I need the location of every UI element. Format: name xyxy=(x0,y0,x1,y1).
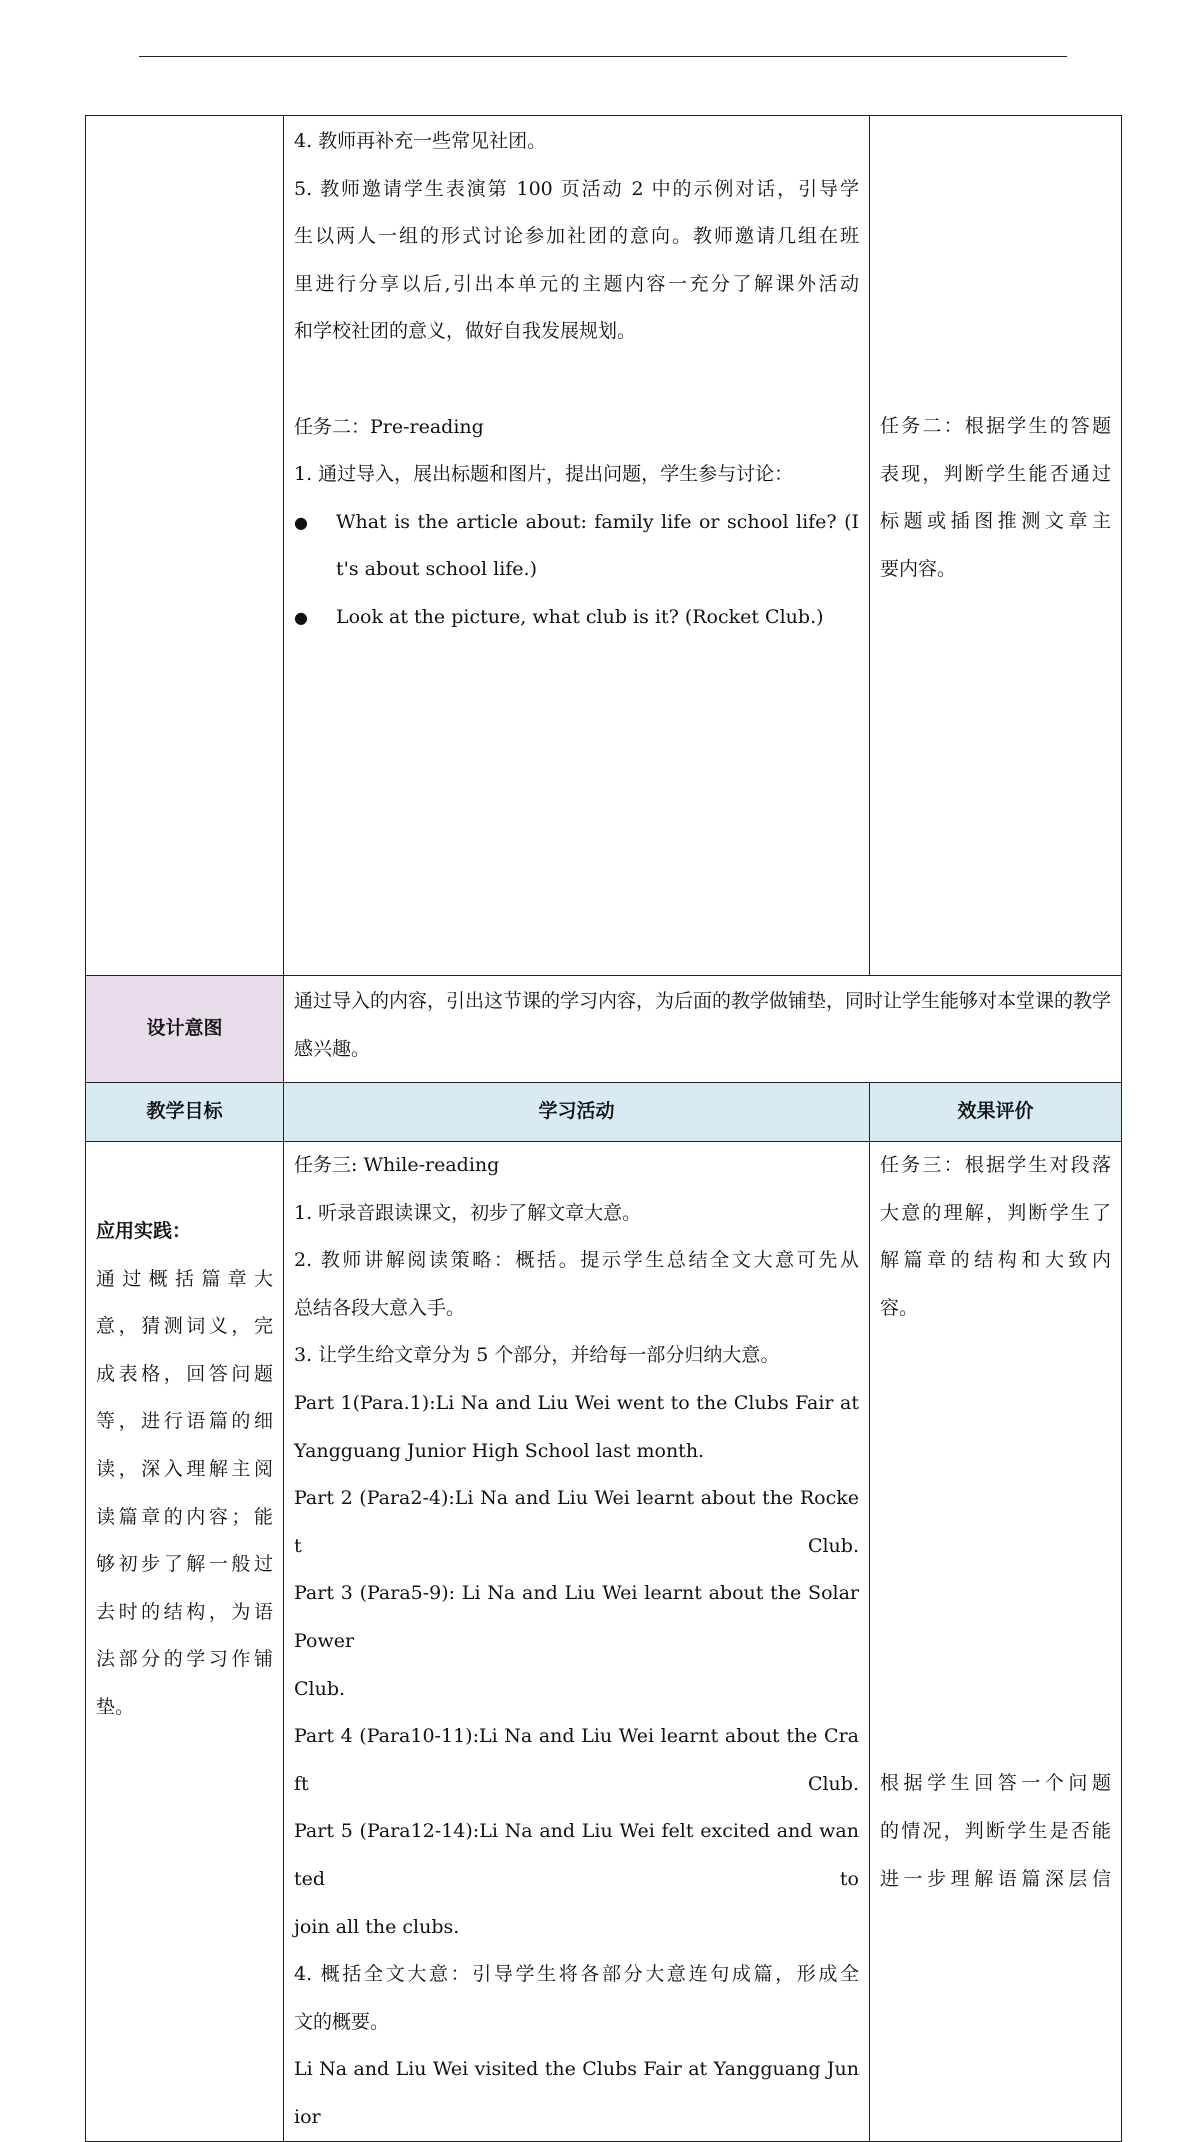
evaluation-line: 表现，判断学生能否通过 xyxy=(880,462,1111,485)
activity-line: 2. 教师讲解阅读策略：概括。提示学生总结全文大意可先从 xyxy=(294,1249,859,1272)
activity-line: Part 1(Para.1):Li Na and Liu Wei went to the Clubs Fair at xyxy=(294,1391,859,1414)
evaluation-line: 解篇章的结构和大致内 xyxy=(880,1249,1111,1272)
goal-line: 等，进行语篇的细 xyxy=(96,1410,273,1433)
activity-line: Li Na and Liu Wei visited the Clubs Fair at Yangguang Junior xyxy=(294,2058,859,2128)
bullet-dot-icon: ● xyxy=(294,512,308,532)
table-header-row xyxy=(86,1083,1122,1142)
header-evaluation: 效果评价 xyxy=(870,1083,1122,1142)
blank-gap xyxy=(880,1332,1111,1760)
bullet-dot-icon: ● xyxy=(294,607,308,627)
activity-line: 3. 让学生给文章分为 5 个部分，并给每一部分归纳大意。 xyxy=(294,1344,780,1367)
goal-cell xyxy=(86,1142,284,2142)
blank-gap xyxy=(294,356,859,404)
goal-line: 去时的结构，为语 xyxy=(96,1600,273,1623)
activity-line: Club. xyxy=(294,1677,346,1700)
design-intent-label: 设计意图 xyxy=(86,976,284,1083)
evaluation-line: 大意的理解，判断学生了 xyxy=(880,1201,1111,1224)
activity-line: 生以两人一组的形式讨论参加社团的意向。教师邀请几组在班 xyxy=(294,225,859,248)
task-title: 任务三: While-reading xyxy=(294,1154,500,1176)
design-intent-content: 通过导入的内容，引出这节课的学习内容，为后面的教学做铺垫，同时让学生能够对本堂课的教学感兴趣。 xyxy=(284,976,1122,1083)
activity-line: Part 3 (Para5-9): Li Na and Liu Wei learnt about the Solar Power xyxy=(294,1582,859,1652)
goal-cell-empty xyxy=(86,116,284,976)
table-row xyxy=(86,976,1122,1083)
activity-line: 总结各段大意入手。 xyxy=(294,1296,466,1319)
goal-line: 意，猜测词义，完 xyxy=(96,1315,273,1338)
activity-line: 文的概要。 xyxy=(294,2010,390,2033)
lesson-plan-table xyxy=(85,115,1122,2142)
table-row xyxy=(86,116,1122,976)
goal-line: 读，深入理解主阅 xyxy=(96,1457,273,1480)
activity-line: 4. 教师再补充一些常见社团。 xyxy=(294,130,547,152)
goal-line: 通过概括篇章大 xyxy=(96,1267,273,1290)
activity-cell xyxy=(284,116,870,976)
bullet-text: Look at the picture, what club is it? (Rocket Club.) xyxy=(336,605,824,628)
activity-line: Part 5 (Para12-14):Li Na and Liu Wei felt excited and wanted to xyxy=(294,1820,859,1890)
activity-line: 1. 通过导入，展出标题和图片，提出问题，学生参与讨论： xyxy=(294,463,794,486)
activity-cell xyxy=(284,1142,870,2142)
goal-title: 应用实践： xyxy=(96,1220,192,1242)
activity-line: 4. 概括全文大意：引导学生将各部分大意连句成篇，形成全 xyxy=(294,1963,859,1986)
bullet-item xyxy=(294,594,859,642)
activity-line: join all the clubs. xyxy=(294,1915,460,1938)
activity-line: 1. 听录音跟读课文，初步了解文章大意。 xyxy=(294,1201,642,1224)
goal-line: 法部分的学习作铺 xyxy=(96,1648,273,1671)
evaluation-cell xyxy=(870,1142,1122,2142)
header-goal: 教学目标 xyxy=(86,1083,284,1142)
activity-line: Part 4 (Para10-11):Li Na and Liu Wei learnt about the Craft Club. xyxy=(294,1725,859,1795)
evaluation-line: 的情况，判断学生是否能 xyxy=(880,1819,1111,1842)
header-rule xyxy=(139,56,1067,57)
goal-line: 读篇章的内容；能 xyxy=(96,1505,273,1528)
evaluation-line: 任务三：根据学生对段落 xyxy=(880,1154,1111,1176)
activity-line: 5. 教师邀请学生表演第 100 页活动 2 中的示例对话，引导学 xyxy=(294,177,859,200)
activity-line: 和学校社团的意义，做好自我发展规划。 xyxy=(294,320,637,343)
bullet-text: What is the article about: family life or school life? (It's about school life.) xyxy=(336,510,859,581)
goal-line: 够初步了解一般过 xyxy=(96,1553,273,1576)
evaluation-cell xyxy=(870,116,1122,976)
table-row xyxy=(86,1142,1122,2142)
evaluation-line: 要内容。 xyxy=(880,557,957,580)
header-activity: 学习活动 xyxy=(284,1083,870,1142)
evaluation-line: 容。 xyxy=(880,1296,919,1319)
goal-line: 成表格，回答问题 xyxy=(96,1362,273,1385)
evaluation-line: 任务二：根据学生的答题 xyxy=(880,415,1111,437)
evaluation-line: 根据学生回答一个问题 xyxy=(880,1772,1111,1795)
activity-line: Part 2 (Para2-4):Li Na and Liu Wei learnt about the Rocket Club. xyxy=(294,1487,859,1557)
bullet-item xyxy=(294,499,859,594)
task-title: 任务二：Pre-reading xyxy=(294,415,484,438)
goal-line: 垫。 xyxy=(96,1695,135,1718)
activity-line: 里进行分享以后,引出本单元的主题内容一充分了解课外活动 xyxy=(294,272,859,295)
activity-line: Yangguang Junior High School last month. xyxy=(294,1439,705,1462)
evaluation-line: 标题或插图推测文章主 xyxy=(880,510,1111,533)
evaluation-line: 进一步理解语篇深层信 xyxy=(880,1867,1111,1890)
